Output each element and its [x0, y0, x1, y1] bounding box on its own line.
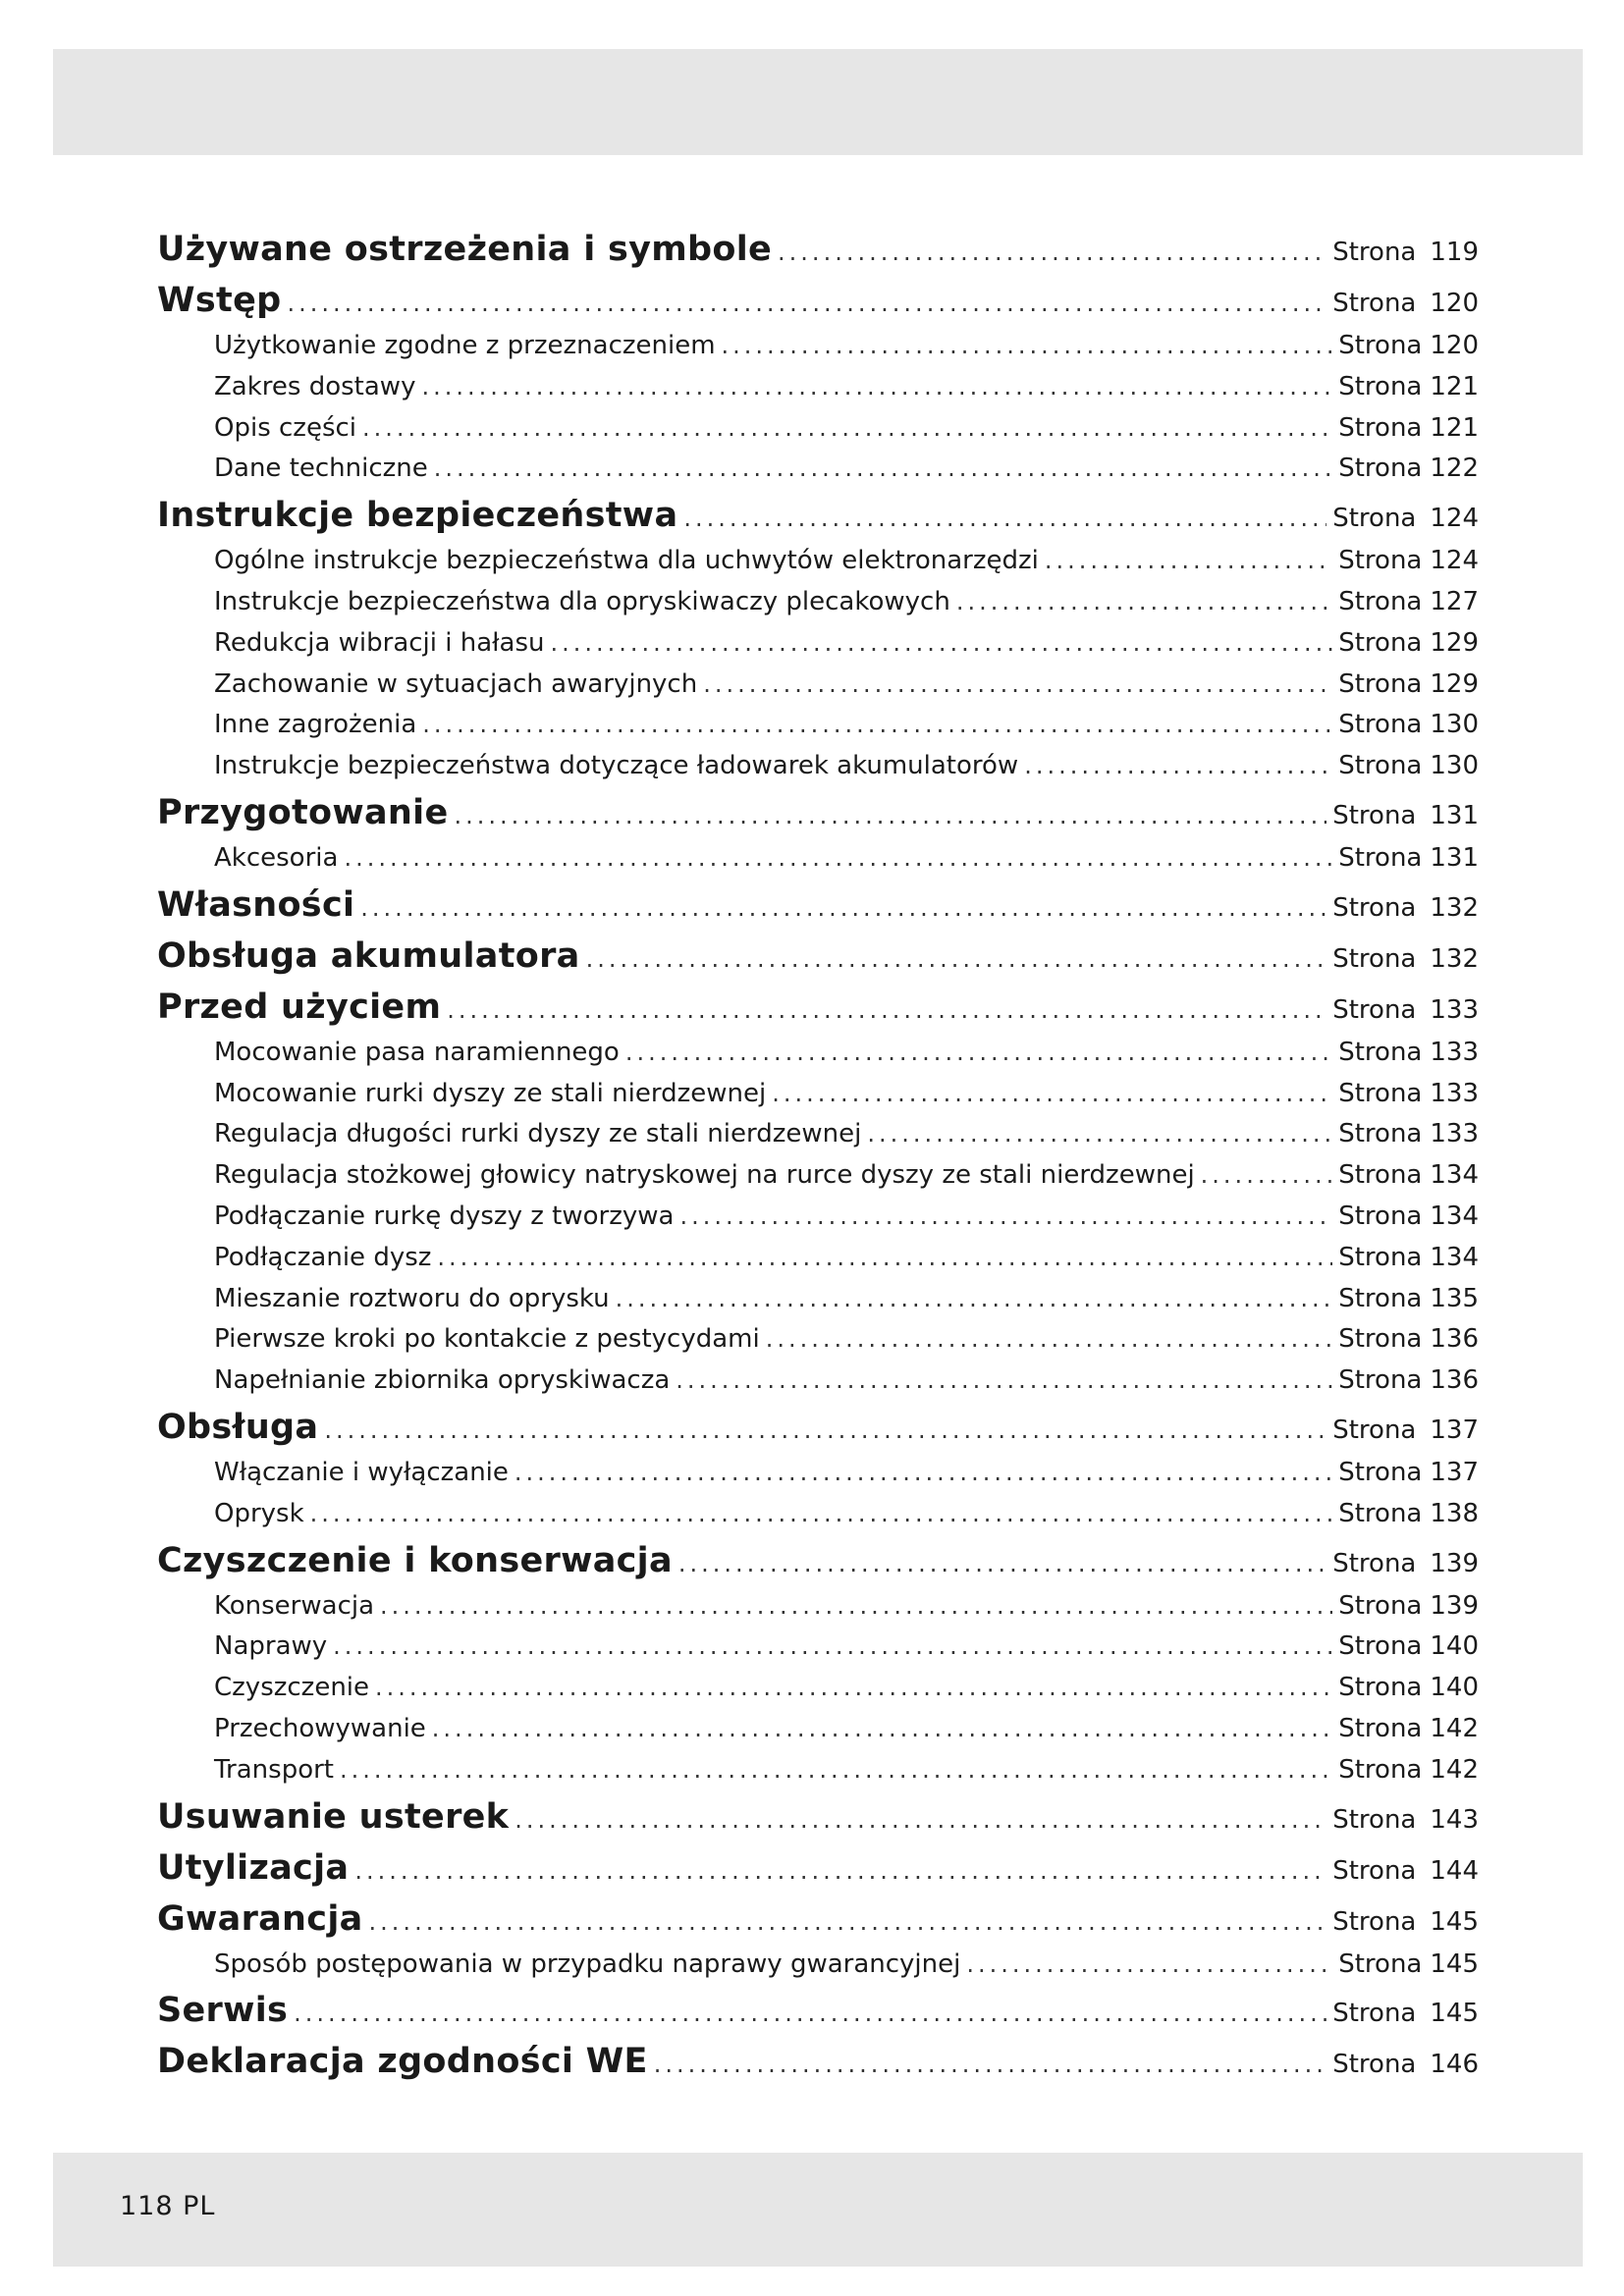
toc-entry-title: Przed użyciem	[157, 987, 442, 1027]
toc-page-number: 131	[1430, 800, 1479, 830]
toc-subsection-entry	[157, 408, 1479, 450]
toc-subsection-entry	[157, 838, 1479, 880]
dot-leader	[722, 326, 1333, 367]
toc-page-number: 137	[1430, 1457, 1479, 1487]
toc-section-entry	[157, 1894, 1479, 1945]
dot-leader	[1045, 541, 1332, 582]
page-label: Strona	[1338, 1037, 1423, 1067]
page-label: Strona	[1338, 1119, 1423, 1149]
toc-section-entry	[157, 275, 1479, 326]
page-label: Strona	[1332, 1415, 1417, 1445]
toc-page-number: 133	[1430, 1078, 1479, 1108]
page-label: Strona	[1338, 546, 1423, 576]
page-label: Strona	[1338, 668, 1423, 699]
page-label: Strona	[1338, 1498, 1423, 1528]
toc-section-entry	[157, 1985, 1479, 2036]
dot-leader	[362, 408, 1332, 450]
page-label: Strona	[1332, 289, 1417, 318]
toc-section-entry	[157, 1791, 1479, 1842]
dot-leader	[324, 1405, 1326, 1456]
dot-leader	[310, 1494, 1333, 1535]
page-label: Strona	[1338, 1631, 1423, 1662]
toc-page-number: 124	[1430, 546, 1479, 576]
toc-page-number: 136	[1430, 1365, 1479, 1396]
toc-page-number: 139	[1430, 1590, 1479, 1621]
page-number: 118 PL	[120, 2191, 216, 2221]
toc-entry-title: Podłączanie dysz	[214, 1242, 432, 1272]
toc-page-number: 138	[1430, 1498, 1479, 1528]
toc-entry-title: Inne zagrożenia	[214, 710, 417, 740]
page-label: Strona	[1338, 1078, 1423, 1108]
header-band	[53, 49, 1583, 155]
page-label: Strona	[1338, 371, 1423, 401]
toc-entry-title: Mocowanie pasa naramiennego	[214, 1037, 620, 1067]
toc-page-number: 143	[1430, 1804, 1479, 1835]
toc-page-number: 129	[1430, 668, 1479, 699]
dot-leader	[434, 449, 1332, 490]
dot-leader	[375, 1668, 1332, 1709]
dot-leader	[333, 1627, 1332, 1668]
toc-page-number: 121	[1430, 371, 1479, 401]
toc-subsection-entry	[157, 1279, 1479, 1320]
toc-entry-title: Zachowanie w sytuacjach awaryjnych	[214, 668, 698, 699]
toc-entry-title: Gwarancja	[157, 1898, 363, 1939]
toc-subsection-entry	[157, 326, 1479, 367]
page-label: Strona	[1338, 1673, 1423, 1703]
toc-subsection-entry	[157, 1668, 1479, 1709]
toc-subsection-entry	[157, 1586, 1479, 1628]
toc-page-number: 119	[1430, 238, 1479, 267]
toc-page-number: 120	[1430, 289, 1479, 318]
toc-entry-title: Wstęp	[157, 281, 282, 320]
toc-page-number: 133	[1430, 1037, 1479, 1067]
dot-leader	[422, 705, 1332, 746]
dot-leader	[676, 1361, 1332, 1402]
page-label: Strona	[1338, 1365, 1423, 1396]
toc-page-number: 134	[1430, 1160, 1479, 1191]
toc-entry-title: Przygotowanie	[157, 792, 449, 832]
toc-subsection-entry	[157, 1033, 1479, 1074]
toc-page-number: 127	[1430, 586, 1479, 616]
toc-entry-title: Czyszczenie	[214, 1673, 370, 1703]
toc-entry-title: Opis części	[214, 412, 357, 443]
toc-entry-title: Instrukcje bezpieczeństwa dotyczące ładowarek akumulatorów	[214, 751, 1019, 781]
toc-entry-title: Deklaracja zgodności WE	[157, 2042, 648, 2082]
toc-page-number: 139	[1430, 1548, 1479, 1578]
toc-page-number: 137	[1430, 1415, 1479, 1445]
dot-leader	[1201, 1155, 1333, 1197]
toc-subsection-entry	[157, 1453, 1479, 1494]
toc-subsection-entry	[157, 665, 1479, 706]
toc-entry-title: Zakres dostawy	[214, 371, 416, 401]
dot-leader	[616, 1279, 1333, 1320]
toc-page-number: 130	[1430, 710, 1479, 740]
toc-subsection-entry	[157, 1627, 1479, 1668]
toc-page-number: 145	[1430, 1949, 1479, 1979]
toc-subsection-entry	[157, 1361, 1479, 1402]
dot-leader	[586, 934, 1327, 985]
toc-page-number: 142	[1430, 1754, 1479, 1785]
dot-leader	[1024, 746, 1332, 787]
dot-leader	[778, 227, 1326, 278]
page-label: Strona	[1338, 842, 1423, 873]
dot-leader	[380, 1586, 1332, 1628]
toc-page-number: 121	[1430, 412, 1479, 443]
dot-leader	[354, 1845, 1326, 1896]
toc-section-entry	[157, 1535, 1479, 1586]
dot-leader	[514, 1453, 1332, 1494]
toc-subsection-entry	[157, 1319, 1479, 1361]
toc-page-number: 142	[1430, 1713, 1479, 1743]
dot-leader	[678, 1538, 1326, 1589]
toc-page-number: 124	[1430, 504, 1479, 534]
dot-leader	[551, 623, 1333, 665]
page-label: Strona	[1338, 1160, 1423, 1191]
toc-entry-title: Sposób postępowania w przypadku naprawy gwarancyjnej	[214, 1949, 961, 1979]
toc-subsection-entry	[157, 1945, 1479, 1986]
toc-entry-title: Oprysk	[214, 1498, 304, 1528]
dot-leader	[867, 1114, 1332, 1155]
toc-page-number: 132	[1430, 943, 1479, 974]
toc-subsection-entry	[157, 1155, 1479, 1197]
dot-leader	[432, 1709, 1332, 1750]
toc-entry-title: Pierwsze kroki po kontakcie z pestycydami	[214, 1324, 760, 1355]
toc-section-entry	[157, 931, 1479, 982]
toc-page-number: 120	[1430, 331, 1479, 360]
toc-page-number: 135	[1430, 1283, 1479, 1313]
dot-leader	[294, 1988, 1326, 2039]
page-label: Strona	[1338, 627, 1423, 658]
page-label: Strona	[1338, 1201, 1423, 1231]
toc-entry-title: Mieszanie roztworu do oprysku	[214, 1283, 610, 1313]
toc-entry-title: Instrukcje bezpieczeństwa dla opryskiwaczy plecakowych	[214, 586, 950, 616]
toc-entry-title: Regulacja stożkowej głowicy natryskowej na rurce dyszy ze stali nierdzewnej	[214, 1160, 1195, 1191]
toc-section-entry	[157, 1402, 1479, 1453]
toc-entry-title: Podłączanie rurkę dyszy z tworzywa	[214, 1201, 675, 1231]
page-label: Strona	[1338, 1590, 1423, 1621]
toc-entry-title: Utylizacja	[157, 1847, 350, 1888]
toc-subsection-entry	[157, 746, 1479, 787]
dot-leader	[654, 2039, 1326, 2090]
toc-subsection-entry	[157, 623, 1479, 665]
dot-leader	[683, 493, 1326, 544]
toc-subsection-entry	[157, 1709, 1479, 1750]
dot-leader	[360, 882, 1326, 934]
toc-entry-title: Naprawy	[214, 1631, 328, 1662]
dot-leader	[421, 367, 1332, 408]
footer-band	[53, 2153, 1583, 2267]
toc-subsection-entry	[157, 1238, 1479, 1279]
toc-subsection-entry	[157, 1074, 1479, 1115]
page-label: Strona	[1332, 1999, 1417, 2029]
page-label: Strona	[1332, 504, 1417, 534]
toc-section-entry	[157, 982, 1479, 1033]
toc-entry-title: Napełnianie zbiornika opryskiwacza	[214, 1365, 671, 1396]
dot-leader	[437, 1238, 1332, 1279]
toc-subsection-entry	[157, 1750, 1479, 1791]
toc-page-number: 133	[1430, 994, 1479, 1025]
page-label: Strona	[1338, 412, 1423, 443]
toc-subsection-entry	[157, 1114, 1479, 1155]
page-label: Strona	[1332, 1906, 1417, 1937]
toc-subsection-entry	[157, 1494, 1479, 1535]
toc-entry-title: Serwis	[157, 1991, 289, 2031]
toc-page-number: 134	[1430, 1242, 1479, 1272]
dot-leader	[679, 1197, 1332, 1238]
toc-entry-title: Konserwacja	[214, 1590, 375, 1621]
toc-section-entry	[157, 880, 1479, 931]
dot-leader	[454, 790, 1326, 841]
toc-page-number: 144	[1430, 1855, 1479, 1886]
toc-subsection-entry	[157, 449, 1479, 490]
dot-leader	[703, 665, 1332, 706]
toc-entry-title: Używane ostrzeżenia i symbole	[157, 230, 773, 269]
page-label: Strona	[1338, 1242, 1423, 1272]
toc-page-number: 134	[1430, 1201, 1479, 1231]
dot-leader	[369, 1896, 1327, 1948]
toc-entry-title: Akcesoria	[214, 842, 339, 873]
page-label: Strona	[1338, 454, 1423, 484]
toc-entry-title: Mocowanie rurki dyszy ze stali nierdzewnej	[214, 1078, 767, 1108]
page-label: Strona	[1338, 586, 1423, 616]
toc-page-number: 129	[1430, 627, 1479, 658]
page-label: Strona	[1338, 1324, 1423, 1355]
page-label: Strona	[1332, 2050, 1417, 2080]
toc-subsection-entry	[157, 1197, 1479, 1238]
page-label: Strona	[1332, 1548, 1417, 1578]
toc-section-entry	[157, 787, 1479, 838]
dot-leader	[514, 1794, 1326, 1845]
page-label: Strona	[1338, 751, 1423, 781]
toc-section-entry	[157, 490, 1479, 541]
page-label: Strona	[1332, 1804, 1417, 1835]
toc-entry-title: Instrukcje bezpieczeństwa	[157, 496, 678, 536]
toc-entry-title: Przechowywanie	[214, 1713, 426, 1743]
toc-entry-title: Ogólne instrukcje bezpieczeństwa dla uchwytów elektronarzędzi	[214, 546, 1039, 576]
toc-entry-title: Obsługa	[157, 1407, 319, 1447]
toc-section-entry	[157, 2036, 1479, 2087]
page-label: Strona	[1332, 1855, 1417, 1886]
page-label: Strona	[1338, 1949, 1423, 1979]
page-label: Strona	[1332, 994, 1417, 1025]
toc-entry-title: Redukcja wibracji i hałasu	[214, 627, 545, 658]
toc-entry-title: Czyszczenie i konserwacja	[157, 1540, 673, 1580]
dot-leader	[772, 1074, 1332, 1115]
toc-entry-title: Własności	[157, 884, 355, 925]
dot-leader	[340, 1750, 1332, 1791]
page-label: Strona	[1332, 800, 1417, 830]
toc-page-number: 145	[1430, 1906, 1479, 1937]
toc-subsection-entry	[157, 541, 1479, 582]
toc-page-number: 131	[1430, 842, 1479, 873]
toc-subsection-entry	[157, 367, 1479, 408]
toc-page-number: 130	[1430, 751, 1479, 781]
toc-subsection-entry	[157, 582, 1479, 623]
toc-entry-title: Dane techniczne	[214, 454, 428, 484]
page-label: Strona	[1332, 943, 1417, 974]
page-label: Strona	[1332, 892, 1417, 923]
toc-page-number: 140	[1430, 1673, 1479, 1703]
page-label: Strona	[1338, 1713, 1423, 1743]
dot-leader	[766, 1319, 1332, 1361]
toc-entry-title: Włączanie i wyłączanie	[214, 1457, 509, 1487]
dot-leader	[625, 1033, 1332, 1074]
toc-page-number: 145	[1430, 1999, 1479, 2029]
toc-page-number: 136	[1430, 1324, 1479, 1355]
page-label: Strona	[1338, 1754, 1423, 1785]
dot-leader	[344, 838, 1332, 880]
toc-page-number: 132	[1430, 892, 1479, 923]
toc-entry-title: Użytkowanie zgodne z przeznaczeniem	[214, 331, 716, 360]
toc-page-number: 122	[1430, 454, 1479, 484]
dot-leader	[447, 985, 1326, 1036]
toc-entry-title: Regulacja długości rurki dyszy ze stali nierdzewnej	[214, 1119, 862, 1149]
dot-leader	[966, 1945, 1332, 1986]
page-label: Strona	[1338, 1457, 1423, 1487]
dot-leader	[956, 582, 1332, 623]
toc-subsection-entry	[157, 705, 1479, 746]
toc-page-number: 133	[1430, 1119, 1479, 1149]
toc-page-number: 140	[1430, 1631, 1479, 1662]
toc-entry-title: Usuwanie usterek	[157, 1796, 510, 1837]
dot-leader	[287, 278, 1326, 329]
page-label: Strona	[1338, 1283, 1423, 1313]
toc-section-entry	[157, 224, 1479, 275]
table-of-contents	[157, 224, 1479, 2087]
page-label: Strona	[1338, 331, 1423, 360]
toc-entry-title: Transport	[214, 1754, 335, 1785]
toc-entry-title: Obsługa akumulatora	[157, 935, 580, 976]
toc-section-entry	[157, 1842, 1479, 1894]
toc-page-number: 146	[1430, 2050, 1479, 2080]
page-label: Strona	[1338, 710, 1423, 740]
page-label: Strona	[1332, 238, 1417, 267]
